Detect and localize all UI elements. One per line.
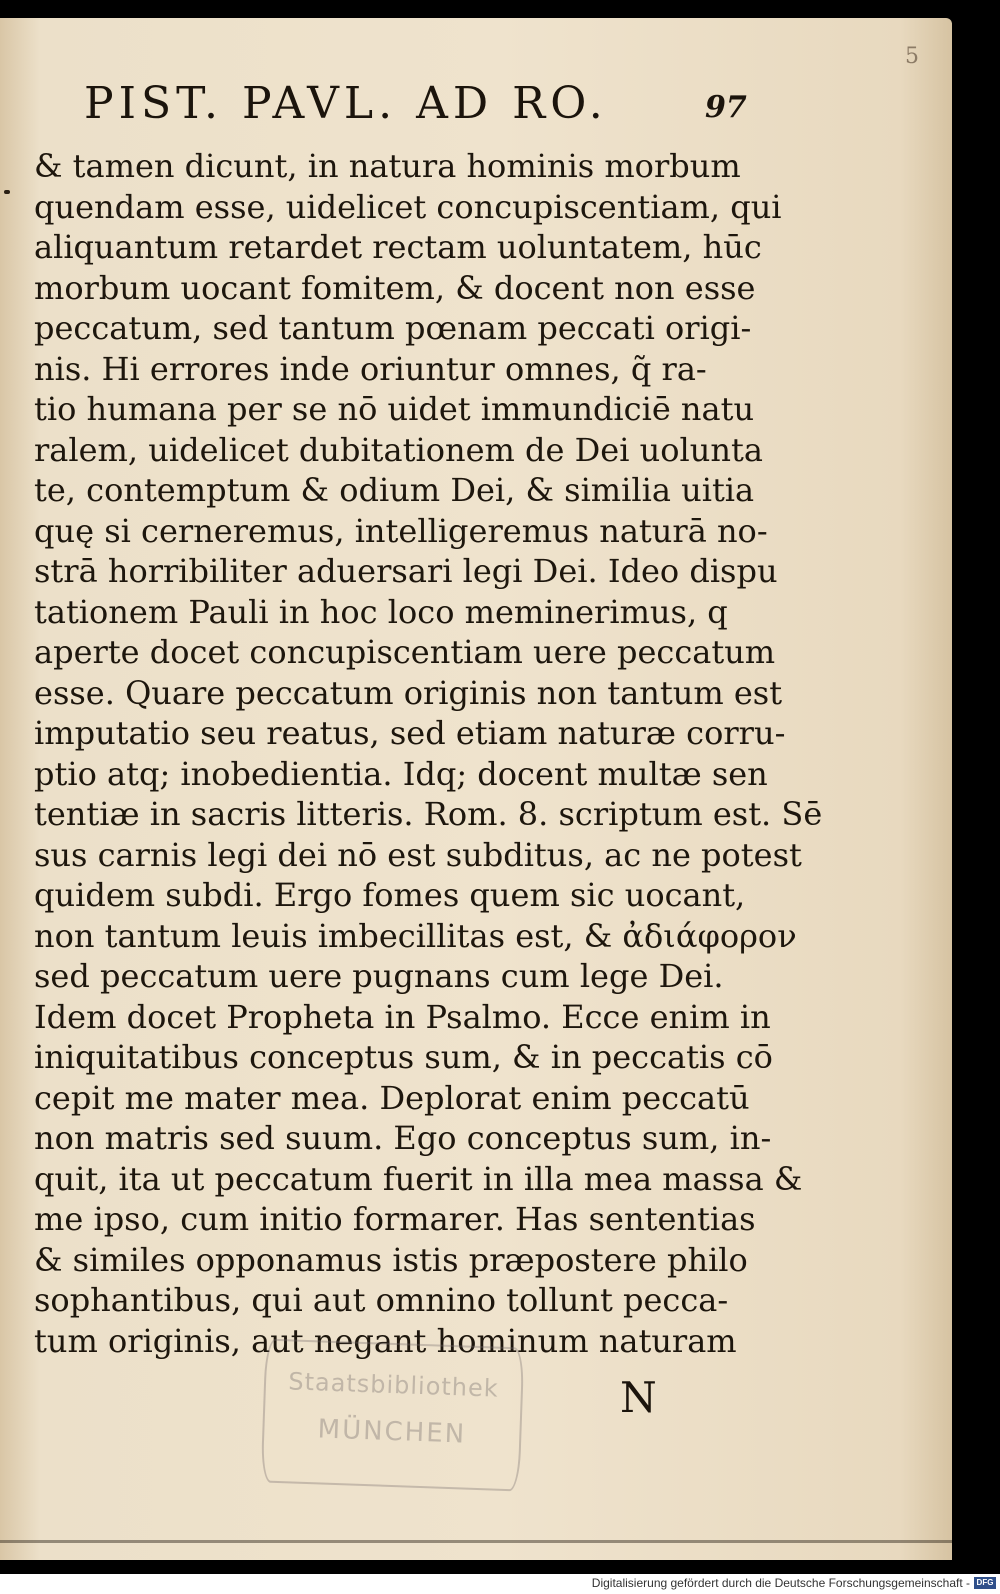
body-text — [34, 146, 823, 1361]
text-line: aperte docet concupiscentiam uere peccatum — [34, 633, 776, 671]
text-line: peccatum, sed tantum pœnam peccati origi- — [34, 309, 752, 347]
margin-mark — [4, 190, 10, 194]
stamp-line-1: Staatsbibliothek — [287, 1367, 500, 1403]
text-line: cepit me mater mea. Deplorat enim peccatū — [34, 1078, 750, 1117]
stamp-line-2: MÜNCHEN — [317, 1414, 467, 1450]
text-line: Idem docet Propheta in Psalmo. Ecce enim in — [34, 997, 771, 1036]
text-line: non matris sed suum. Ego conceptus sum, in- — [34, 1119, 772, 1157]
text-line: imputatio seu reatus, sed etiam naturæ corru- — [34, 714, 786, 752]
text-line: esse. Quare peccatum originis non tantum est — [34, 673, 783, 712]
text-line: te, contemptum & odium Dei, & similia uitia — [34, 471, 755, 509]
page-bottom-edge — [0, 1540, 952, 1543]
text-line: nis. Hi errores inde oriuntur omnes, q̃ ra- — [34, 349, 707, 388]
text-line: quit, ita ut peccatum fuerit in illa mea massa & — [34, 1159, 803, 1198]
text-line: tio humana per se nō uidet immundiciē natu — [34, 390, 755, 428]
page-corner-mark: 5 — [905, 44, 919, 69]
text-line: tationem Pauli in hoc loco meminerimus, q — [34, 592, 728, 631]
text-line: non tantum leuis imbecillitas est, & ἀδιάφορον — [34, 916, 797, 955]
dfg-logo: DFG — [974, 1577, 996, 1589]
text-line: sed peccatum uere pugnans cum lege Dei. — [34, 957, 724, 995]
text-line: me ipso, cum initio formarer. Has sententias — [34, 1200, 756, 1238]
library-stamp — [261, 1339, 525, 1492]
text-line: quidem subdi. Ergo fomes quem sic uocant, — [34, 876, 746, 914]
book-page — [0, 18, 952, 1560]
signature-mark: N — [620, 1373, 657, 1422]
text-line: ralem, uidelicet dubitationem de Dei uolunta — [34, 430, 763, 469]
text-line: sus carnis legi dei nō est subditus, ac ne potest — [34, 835, 802, 874]
text-line: tum originis, aut negant hominum naturam — [34, 1321, 737, 1360]
footer-credit: Digitalisierung gefördert durch die Deutsche Forschungsgemeinschaft - — [591, 1576, 970, 1590]
text-line: sophantibus, qui aut omnino tollunt pecca- — [34, 1281, 729, 1319]
folio-number: 97 — [705, 90, 747, 125]
text-line: aliquantum retardet rectam uoluntatem, hūc — [34, 228, 762, 266]
text-line: quendam esse, uidelicet concupiscentiam, qui — [34, 187, 782, 226]
text-line: & tamen dicunt, in natura hominis morbum — [34, 147, 741, 185]
text-line: morbum uocant fomitem, & docent non esse — [34, 268, 756, 307]
text-line: tentiæ in sacris litteris. Rom. 8. scriptum est. Sē — [34, 795, 823, 833]
text-line: quę si cerneremus, intelligeremus naturā no- — [34, 511, 768, 550]
text-line: & similes opponamus istis præpostere philo — [34, 1240, 748, 1279]
text-line: iniquitatibus conceptus sum, & in peccatis cō — [34, 1038, 773, 1076]
running-head: PIST. PAVL. AD RO. — [84, 78, 608, 129]
text-line: strā horribiliter aduersari legi Dei. Ideo dispu — [34, 552, 778, 590]
text-line: ptio atq; inobedientia. Idq; docent multæ sen — [34, 754, 768, 793]
footer-bar — [0, 1574, 1000, 1594]
